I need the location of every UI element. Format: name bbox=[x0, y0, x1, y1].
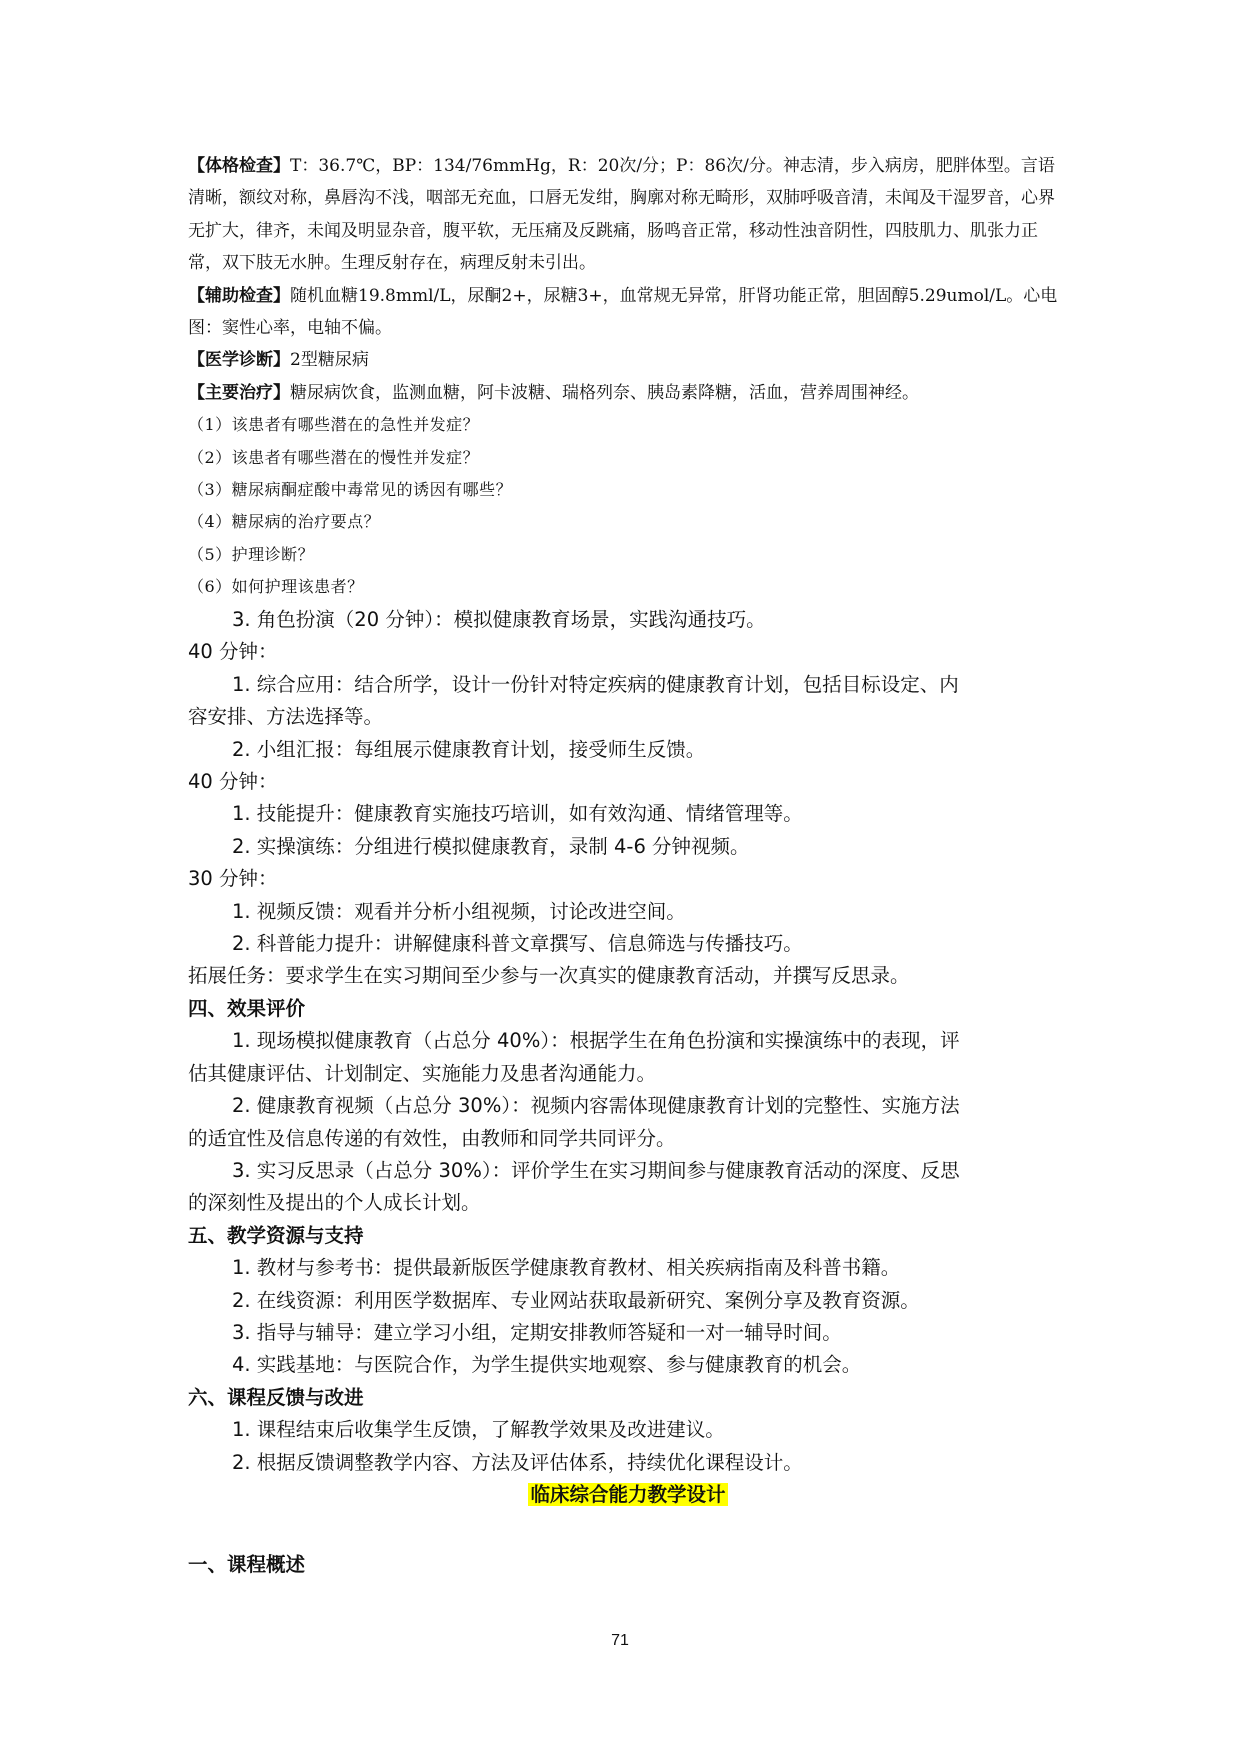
resource-3: 3. 指导与辅导：建立学习小组，定期安排教师答疑和一对一辅导时间。 bbox=[232, 1320, 842, 1344]
role-play-item: 3. 角色扮演（20 分钟）：模拟健康教育场景，实践沟通技巧。 bbox=[232, 608, 766, 631]
question-1: （1）该患者有哪些潜在的急性并发症？ bbox=[188, 415, 480, 435]
auxiliary-exam-label: 【辅助检查】 bbox=[188, 285, 290, 306]
comprehensive-application-line1: 1. 综合应用：结合所学，设计一份针对特定疾病的健康教育计划，包括目标设定、内 bbox=[232, 672, 959, 696]
medical-diagnosis-label: 【医学诊断】 bbox=[188, 350, 290, 371]
time-40-b: 40 分钟： bbox=[188, 770, 278, 794]
video-feedback-item: 1. 视频反馈：观看并分析小组视频，讨论改进空间。 bbox=[232, 899, 686, 923]
question-6: （6）如何护理该患者？ bbox=[188, 577, 364, 597]
course-body bbox=[188, 604, 1068, 1582]
physical-exam-label: 【体格检查】 bbox=[188, 156, 290, 176]
skill-improvement-item: 1. 技能提升：健康教育实施技巧培训，如有效沟通、情绪管理等。 bbox=[232, 802, 803, 826]
auxiliary-exam-text: 随机血糖19.8mml/L，尿酮2+，尿糖3+，血常规无异常，肝肾功能正常，胆固醇5.29umol/L。心电图：窦性心率，电轴不偏。 bbox=[188, 285, 1058, 339]
section-4-heading: 四、效果评价 bbox=[188, 996, 306, 1020]
extension-task: 拓展任务：要求学生在实习期间至少参与一次真实的健康教育活动，并撰写反思录。 bbox=[188, 964, 910, 988]
comprehensive-application-line2: 容安排、方法选择等。 bbox=[188, 705, 384, 729]
feedback-1: 1. 课程结束后收集学生反馈，了解教学效果及改进建议。 bbox=[232, 1418, 725, 1442]
physical-exam-text: T：36.7℃，BP：134/76mmHg，R：20次/分；P：86次/分。神志清，步入病房，肥胖体型。言语清晰，额纹对称，鼻唇沟不浅，咽部无充血，口唇无发绀，胸廓对称无畸形，双肺呼吸音清，未闻及干湿罗音，心界无扩大，律齐，未闻及明显杂音，腹平软，无压痛及反跳痛，肠鸣音正常，移动性浊音阴性，四肢肌力、肌张力正常，双下肢无水肿。生理反射存在，病理反射未引出。 bbox=[188, 156, 1055, 274]
resource-2: 2. 在线资源：利用医学数据库、专业网站获取最新研究、案例分享及教育资源。 bbox=[232, 1288, 920, 1312]
practice-drill-item: 2. 实操演练：分组进行模拟健康教育，录制 4-6 分钟视频。 bbox=[232, 834, 750, 858]
question-5: （5）护理诊断？ bbox=[188, 544, 315, 564]
question-3: （3）糖尿病酮症酸中毒常见的诱因有哪些？ bbox=[188, 480, 513, 500]
case-study-block bbox=[188, 150, 1068, 604]
next-title-line bbox=[188, 1479, 1068, 1511]
section-6-heading: 六、课程反馈与改进 bbox=[188, 1385, 364, 1409]
resource-4: 4. 实践基地：与医院合作，为学生提供实地观察、参与健康教育的机会。 bbox=[232, 1353, 862, 1377]
eval-2-line1: 2. 健康教育视频（占总分 30%）：视频内容需体现健康教育计划的完整性、实施方法 bbox=[232, 1094, 960, 1118]
eval-3-line2: 的深刻性及提出的个人成长计划。 bbox=[188, 1191, 481, 1215]
next-section-1-heading: 一、课程概述 bbox=[188, 1553, 306, 1577]
group-report-item: 2. 小组汇报：每组展示健康教育计划，接受师生反馈。 bbox=[232, 737, 706, 761]
time-30: 30 分钟： bbox=[188, 867, 278, 891]
question-4: （4）糖尿病的治疗要点？ bbox=[188, 512, 381, 532]
medical-diagnosis bbox=[188, 344, 1068, 376]
science-ability-item: 2. 科普能力提升：讲解健康科普文章撰写、信息筛选与传播技巧。 bbox=[232, 932, 803, 956]
physical-exam bbox=[188, 150, 1068, 280]
auxiliary-exam bbox=[188, 280, 1068, 345]
feedback-2: 2. 根据反馈调整教学内容、方法及评估体系，持续优化课程设计。 bbox=[232, 1450, 803, 1474]
eval-1-line2: 估其健康评估、计划制定、实施能力及患者沟通能力。 bbox=[188, 1061, 657, 1085]
eval-2-line2: 的适宜性及信息传递的有效性，由教师和同学共同评分。 bbox=[188, 1126, 676, 1150]
main-treatment bbox=[188, 377, 1068, 409]
resource-1: 1. 教材与参考书：提供最新版医学健康教育教材、相关疾病指南及科普书籍。 bbox=[232, 1256, 901, 1280]
question-2: （2）该患者有哪些潜在的慢性并发症？ bbox=[188, 447, 480, 467]
section-5-heading: 五、教学资源与支持 bbox=[188, 1223, 364, 1247]
highlighted-title: 临床综合能力教学设计 bbox=[530, 1482, 726, 1506]
eval-1-line1: 1. 现场模拟健康教育（占总分 40%）：根据学生在角色扮演和实操演练中的表现，评 bbox=[232, 1029, 960, 1053]
eval-3-line1: 3. 实习反思录（占总分 30%）：评价学生在实习期间参与健康教育活动的深度、反思 bbox=[232, 1158, 960, 1182]
main-treatment-text: 糖尿病饮食，监测血糖，阿卡波糖、瑞格列奈、胰岛素降糖，活血，营养周围神经。 bbox=[290, 382, 919, 403]
time-40-a: 40 分钟： bbox=[188, 640, 278, 664]
page-number: 71 bbox=[611, 1632, 629, 1649]
main-treatment-label: 【主要治疗】 bbox=[188, 382, 290, 403]
spacer bbox=[188, 1511, 1068, 1549]
medical-diagnosis-text: 2型糖尿病 bbox=[290, 350, 369, 371]
